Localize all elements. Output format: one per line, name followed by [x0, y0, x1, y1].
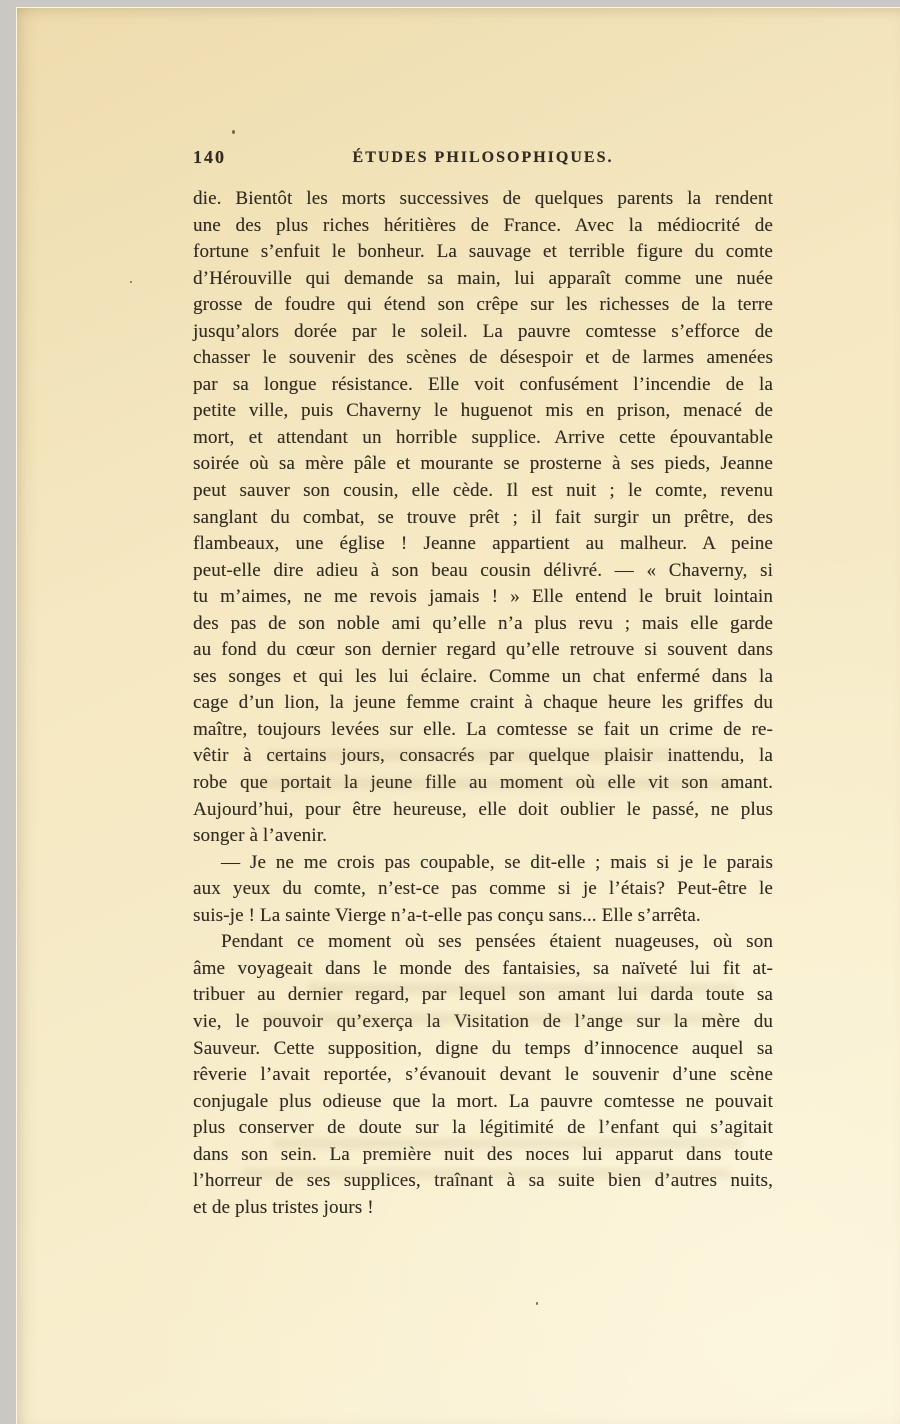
text-line: au fond du cœur son dernier regard qu’elle retrouve si souvent dans — [193, 639, 773, 661]
text-line: et de plus tristes jours ! — [193, 1196, 374, 1218]
text-line: mort, et attendant un horrible supplice. Arrive cette épouvantable — [193, 426, 773, 448]
text-line: maître, toujours levées sur elle. La comtesse se fait un crime de re- — [193, 718, 773, 740]
text-line: petite ville, puis Chaverny le huguenot mis en prison, menacé de — [193, 400, 773, 422]
text-line: Sauveur. Cette supposition, digne du temps d’innocence auquel sa — [193, 1037, 773, 1059]
text-line: plus conserver de doute sur la légitimité de l’enfant qui s’agitait — [193, 1117, 773, 1139]
text-line: flambeaux, une église ! Jeanne appartient au malheur. A peine — [193, 533, 773, 555]
text-line: peut-elle dire adieu à son beau cousin délivré. — « Chaverny, si — [193, 559, 773, 581]
page-header — [193, 146, 773, 170]
text-line: jusqu’alors dorée par le soleil. La pauvre comtesse s’efforce de — [193, 320, 773, 342]
text-line: des pas de son noble ami qu’elle n’a plus revu ; mais elle garde — [193, 612, 773, 634]
paragraph — [193, 186, 773, 850]
text-line: Aujourd’hui, pour être heureuse, elle doit oublier le passé, ne plus — [193, 798, 773, 820]
paper-sheet — [16, 7, 900, 1424]
text-line: die. Bientôt les morts successives de quelques parents la rendent — [193, 188, 773, 209]
text-line: cage d’un lion, la jeune femme craint à chaque heure les griffes du — [193, 692, 773, 714]
text-line: rêverie l’avait reportée, s’évanouit devant le souvenir d’une scène — [193, 1064, 773, 1086]
text-line: suis-je ! La sainte Vierge n’a-t-elle pas conçu sans... Elle s’arrêta. — [193, 904, 701, 926]
text-line: sanglant du combat, se trouve prêt ; il fait surgir un prêtre, des — [193, 506, 773, 528]
text-line: chasser le souvenir des scènes de désespoir et de larmes amenées — [193, 347, 773, 369]
text-line: songer à l’avenir. — [193, 825, 328, 847]
text-line: tribuer au dernier regard, par lequel son amant lui darda toute sa — [193, 984, 773, 1006]
text-line: Pendant ce moment où ses pensées étaient nuageuses, où son — [221, 931, 773, 953]
text-line: dans son sein. La première nuit des noces lui apparut dans toute — [193, 1143, 773, 1165]
text-line: conjugale plus odieuse que la mort. La pauvre comtesse ne pouvait — [193, 1090, 773, 1112]
text-line: grosse de foudre qui étend son crêpe sur les richesses de la terre — [193, 294, 773, 316]
text-line: d’Hérouville qui demande sa main, lui apparaît comme une nuée — [193, 267, 773, 289]
text-line: vêtir à certains jours, consacrés par quelque plaisir inattendu, la — [193, 745, 773, 767]
paragraph — [193, 929, 773, 1221]
text-line: — Je ne me crois pas coupable, se dit-elle ; mais si je le parais — [221, 851, 773, 873]
text-line: âme voyageait dans le monde des fantaisies, sa naïveté lui fit at- — [193, 957, 773, 979]
page-number: 140 — [193, 147, 226, 167]
text-line: vie, le pouvoir qu’exerça la Visitation de l’ange sur la mère du — [193, 1010, 773, 1032]
running-title: ÉTUDES PHILOSOPHIQUES. — [352, 149, 614, 166]
text-line: fortune s’enfuit le bonheur. La sauvage et terrible figure du comte — [193, 241, 773, 263]
text-line: par sa longue résistance. Elle voit confusément l’incendie de la — [193, 373, 773, 395]
text-line: soirée où sa mère pâle et mourante se prosterne à ses pieds, Jeanne — [193, 453, 773, 475]
text-line: robe que portait la jeune fille au moment où elle vit son amant. — [193, 772, 773, 794]
text-line: ses songes et qui les lui éclaire. Comme un chat enfermé dans la — [193, 665, 773, 687]
text-line: une des plus riches héritières de France. Avec la médiocrité de — [193, 214, 773, 236]
page-body — [193, 186, 773, 1221]
text-line: tu m’aimes, ne me revois jamais ! » Elle entend le bruit lointain — [193, 586, 773, 608]
paragraph — [193, 850, 773, 930]
text-line: l’horreur de ses supplices, traînant à sa suite bien d’autres nuits, — [193, 1170, 773, 1192]
text-line: aux yeux du comte, n’est-ce pas comme si je l’étais? Peut-être le — [193, 878, 773, 900]
text-line: peut sauver son cousin, elle cède. Il est nuit ; le comte, revenu — [193, 480, 773, 502]
